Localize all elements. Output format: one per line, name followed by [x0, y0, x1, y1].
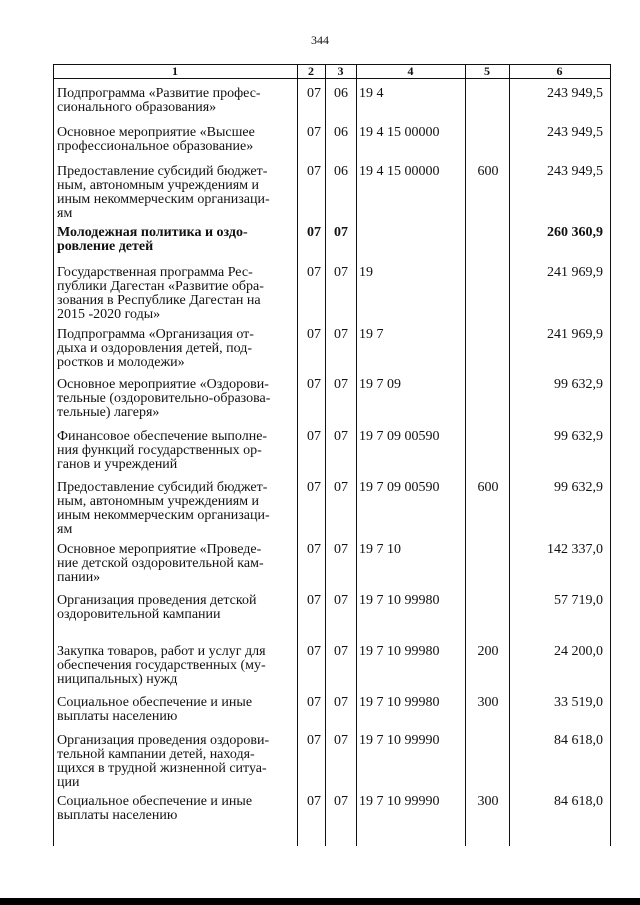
row-amount: 243 949,5: [547, 86, 603, 101]
row-name: Государственная программа Рес- публики Дагестан «Развитие обра- зования в Республике Дагестан на 2015 -2020 годы»: [57, 265, 264, 322]
row-name: Подпрограмма «Развитие профес- сионального образования»: [57, 86, 261, 115]
header-col-5: 5: [484, 64, 490, 78]
row-subsection: 07: [334, 593, 348, 608]
row-subsection: 07: [334, 644, 348, 659]
row-name: Организация проведения оздорови- тельной кампании детей, находя- щихся в трудной жизненной ситуа- ции: [57, 733, 270, 790]
row-expense-type: 300: [477, 794, 499, 809]
row-name: Предоставление субсидий бюджет- ным, автономным учреждениям и иным некоммерческим организаци- ям: [57, 164, 270, 221]
row-target-article: 19 4 15 00000: [359, 164, 440, 179]
row-amount: 99 632,9: [554, 429, 603, 444]
row-target-article: 19 4 15 00000: [359, 125, 440, 140]
row-subsection: 07: [334, 480, 348, 495]
row-subsection: 06: [334, 125, 348, 140]
row-expense-type: 600: [477, 480, 499, 495]
header-col-1: 1: [172, 64, 178, 78]
scan-edge: [0, 898, 640, 905]
row-section: 07: [307, 429, 321, 444]
row-name: Организация проведения детской оздоровительной кампании: [57, 593, 257, 622]
row-expense-type: 300: [477, 695, 499, 710]
row-name: Основное мероприятие «Проведе- ние детской оздоровительной кам- пании»: [57, 542, 264, 585]
row-section: 07: [307, 225, 321, 240]
row-subsection: 07: [334, 695, 348, 710]
row-amount: 243 949,5: [547, 125, 603, 140]
col-divider: [610, 65, 611, 846]
row-amount: 33 519,0: [554, 695, 603, 710]
row-name: Основное мероприятие «Оздорови- тельные (оздоровительно-образова- тельные) лагеря»: [57, 377, 271, 420]
row-target-article: 19 7 09 00590: [359, 429, 440, 444]
row-name: Подпрограмма «Организация от- дыха и оздоровления детей, под- ростков и молодежи»: [57, 327, 254, 370]
col-divider: [325, 65, 326, 846]
row-name: Закупка товаров, работ и услуг для обеспечения государственных (му- ниципальных) нужд: [57, 644, 266, 687]
col-divider: [509, 65, 510, 846]
row-subsection: 07: [334, 377, 348, 392]
header-col-2: 2: [308, 64, 314, 78]
row-section: 07: [307, 164, 321, 179]
header-col-4: 4: [407, 64, 414, 78]
row-section: 07: [307, 327, 321, 342]
col-divider: [465, 65, 466, 846]
row-section: 07: [307, 733, 321, 748]
row-amount: 99 632,9: [554, 377, 603, 392]
row-target-article: 19 7: [359, 327, 384, 342]
row-subsection: 07: [334, 794, 348, 809]
row-amount: 24 200,0: [554, 644, 603, 659]
row-amount: 243 949,5: [547, 164, 603, 179]
row-target-article: 19 4: [359, 86, 384, 101]
row-name: Предоставление субсидий бюджет- ным, автономным учреждениям и иным некоммерческим организаци- ям: [57, 480, 270, 537]
row-amount: 260 360,9: [547, 225, 603, 240]
row-subsection: 07: [334, 542, 348, 557]
row-amount: 241 969,9: [547, 265, 603, 280]
row-subsection: 07: [334, 733, 348, 748]
row-expense-type: 200: [477, 644, 499, 659]
header-col-3: 3: [337, 64, 344, 78]
row-target-article: 19 7 10 99980: [359, 593, 440, 608]
row-amount: 84 618,0: [554, 794, 603, 809]
row-expense-type: 600: [477, 164, 499, 179]
row-target-article: 19 7 10 99980: [359, 644, 440, 659]
row-target-article: 19 7 10 99990: [359, 733, 440, 748]
row-section: 07: [307, 377, 321, 392]
row-name: Социальное обеспечение и иные выплаты населению: [57, 794, 253, 823]
row-name: Финансовое обеспечение выполне- ния функций государственных ор- ганов и учреждений: [57, 429, 268, 472]
row-target-article: 19 7 09 00590: [359, 480, 440, 495]
col-divider: [356, 65, 357, 846]
row-target-article: 19 7 10: [359, 542, 401, 557]
row-name: Основное мероприятие «Высшее профессиональное образование»: [57, 125, 255, 154]
row-subsection: 06: [334, 86, 348, 101]
row-section: 07: [307, 593, 321, 608]
row-amount: 99 632,9: [554, 480, 603, 495]
row-target-article: 19 7 10 99980: [359, 695, 440, 710]
row-name: Социальное обеспечение и иные выплаты населению: [57, 695, 253, 724]
page-number: 344: [311, 33, 329, 47]
row-subsection: 06: [334, 164, 348, 179]
row-section: 07: [307, 86, 321, 101]
header-col-6: 6: [556, 64, 563, 78]
row-amount: 142 337,0: [547, 542, 603, 557]
row-section: 07: [307, 644, 321, 659]
row-section: 07: [307, 480, 321, 495]
row-section: 07: [307, 125, 321, 140]
row-amount: 241 969,9: [547, 327, 603, 342]
row-section: 07: [307, 695, 321, 710]
row-target-article: 19 7 10 99990: [359, 794, 440, 809]
col-divider: [297, 65, 298, 846]
row-amount: 57 719,0: [554, 593, 603, 608]
row-subsection: 07: [334, 327, 348, 342]
row-target-article: 19: [359, 265, 373, 280]
row-amount: 84 618,0: [554, 733, 603, 748]
table-header: [53, 65, 611, 79]
col-divider: [53, 65, 54, 846]
row-name: Молодежная политика и оздо- ровление детей: [57, 225, 248, 254]
row-target-article: 19 7 09: [359, 377, 401, 392]
budget-table: [53, 64, 611, 846]
row-subsection: 07: [334, 265, 348, 280]
row-subsection: 07: [334, 225, 348, 240]
row-section: 07: [307, 265, 321, 280]
row-subsection: 07: [334, 429, 348, 444]
row-section: 07: [307, 794, 321, 809]
row-section: 07: [307, 542, 321, 557]
